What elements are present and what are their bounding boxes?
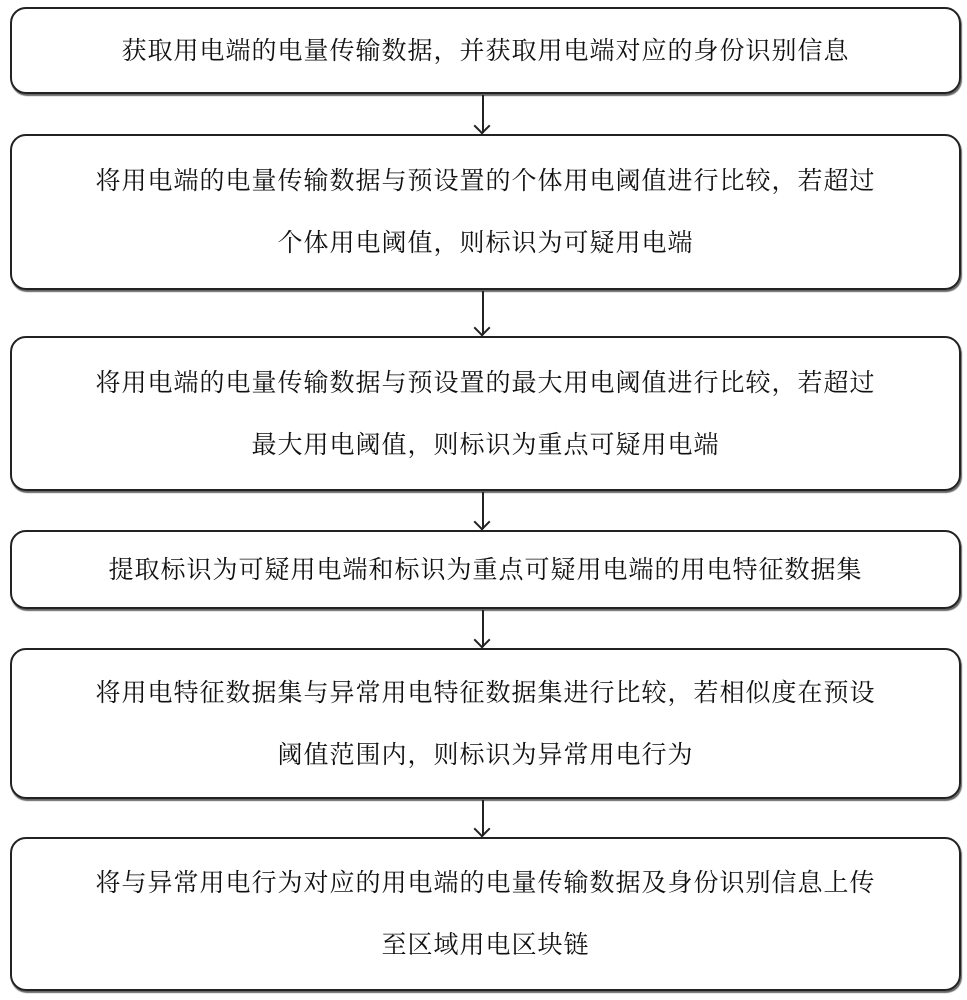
step-2-text-line-1: 将用电端的电量传输数据与预设置的个体用电阈值进行比较，若超过 <box>95 166 876 195</box>
step-1-box <box>10 7 961 94</box>
step-3-text-line-2: 最大用电阈值，则标识为重点可疑用电端 <box>251 429 720 459</box>
arrow-3-4 <box>482 492 484 529</box>
arrow-5-6 <box>482 800 484 836</box>
arrow-1-2 <box>482 95 484 133</box>
step-5-box <box>10 648 961 799</box>
arrow-4-5 <box>482 610 484 647</box>
step-5-text-line-2: 阈值范围内，则标识为异常用电行为 <box>277 739 694 769</box>
step-6-box <box>10 837 961 991</box>
step-3-text-line-1: 将用电端的电量传输数据与预设置的最大用电阈值进行比较，若超过 <box>95 367 876 397</box>
step-6-text-line-1: 将与异常用电行为对应的用电端的电量传输数据及身份识别信息上传 <box>95 868 876 897</box>
step-1-text: 获取用电端的电量传输数据，并获取用电端对应的身份识别信息 <box>121 35 850 65</box>
step-6-text-line-2: 至区域用电区块链 <box>381 930 590 959</box>
step-4-text: 提取标识为可疑用电端和标识为重点可疑用电端的用电特征数据集 <box>108 554 863 584</box>
step-2-text-line-2: 个体用电阈值，则标识为可疑用电端 <box>277 228 694 257</box>
step-5-text-line-1: 将用电特征数据集与异常用电特征数据集进行比较，若相似度在预设 <box>95 677 876 707</box>
step-3-box <box>10 336 961 491</box>
arrow-2-3 <box>482 291 484 335</box>
step-2-box <box>10 134 961 290</box>
step-4-box <box>10 530 961 609</box>
